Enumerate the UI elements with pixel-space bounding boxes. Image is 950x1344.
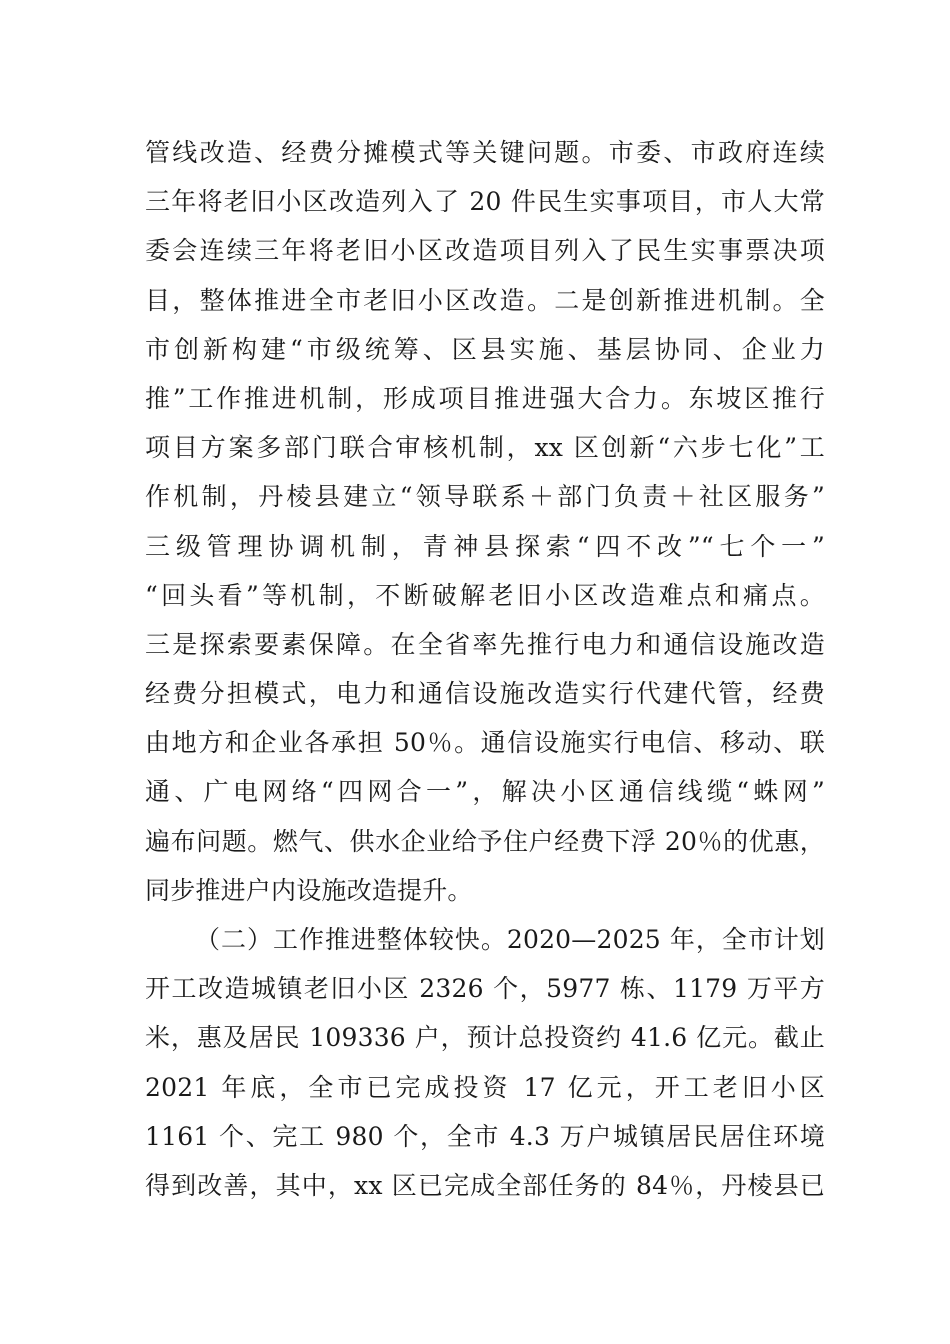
- text-line: 管线改造、经费分摊模式等关键问题。市委、市政府连续: [145, 138, 825, 167]
- text-line: 遍布问题。燃气、供水企业给予住户经费下浮 20％的优惠，: [145, 826, 825, 856]
- body-text: [145, 128, 825, 1210]
- text-line: 2021 年底，全市已完成投资 17 亿元，开工老旧小区: [145, 1072, 825, 1102]
- text-line: 米，惠及居民 109336 户，预计总投资约 41.6 亿元。截止: [145, 1023, 825, 1053]
- text-line: 通、广电网络“四网合一”，解决小区通信线缆“蛛网”: [145, 777, 825, 807]
- text-line: 市创新构建“市级统筹、区县实施、基层协同、企业力: [145, 334, 825, 364]
- text-line: 三年将老旧小区改造列入了 20 件民生实事项目，市人大常: [145, 187, 825, 217]
- text-line: 经费分担模式，电力和通信设施改造实行代建代管，经费: [145, 679, 825, 709]
- text-line: 项目方案多部门联合审核机制，xx 区创新“六步七化”工: [145, 433, 825, 463]
- text-line: 由地方和企业各承担 50％。通信设施实行电信、移动、联: [145, 728, 825, 758]
- text-line: 三级管理协调机制，青神县探索“四不改”“七个一”: [145, 531, 825, 561]
- section-heading-line: （二）工作推进整体较快。2020—2025 年，全市计划: [195, 925, 825, 954]
- text-line: 目，整体推进全市老旧小区改造。二是创新推进机制。全: [145, 285, 825, 315]
- paragraph-mechanisms: [145, 128, 825, 915]
- text-line: 三是探索要素保障。在全省率先推行电力和通信设施改造: [145, 629, 825, 659]
- text-line: 得到改善，其中，xx 区已完成全部任务的 84％，丹棱县已: [145, 1170, 825, 1200]
- text-line: 开工改造城镇老旧小区 2326 个，5977 栋、1179 万平方: [145, 974, 825, 1004]
- text-line: 推”工作推进机制，形成项目推进强大合力。东坡区推行: [145, 383, 825, 413]
- text-line: 委会连续三年将老旧小区改造项目列入了民生实事票决项: [145, 236, 825, 266]
- text-line: 作机制，丹棱县建立“领导联系＋部门负责＋社区服务”: [145, 482, 825, 512]
- text-line: 1161 个、完工 980 个，全市 4.3 万户城镇居民居住环境: [145, 1121, 825, 1151]
- text-line: 同步推进户内设施改造提升。: [145, 875, 473, 905]
- paragraph-progress: [145, 915, 825, 1210]
- text-line: “回头看”等机制，不断破解老旧小区改造难点和痛点。: [145, 580, 825, 610]
